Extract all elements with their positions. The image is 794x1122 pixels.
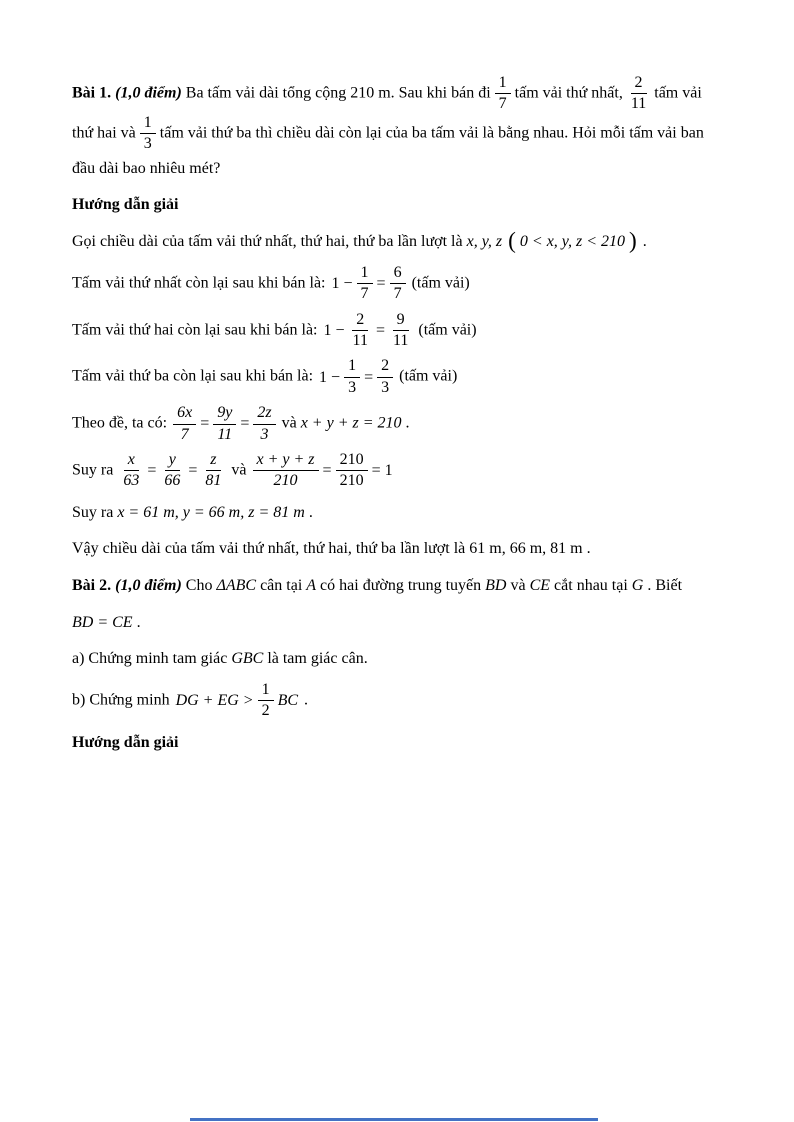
equals-sign: =: [200, 415, 210, 433]
fraction-numerator: 1: [495, 74, 511, 94]
text-run: Ba tấm vải dài tổng cộng: [185, 84, 347, 102]
math-variables: x, y, z: [466, 232, 503, 250]
math-triangle-gbc: GBC: [231, 650, 264, 668]
math-triangle-abc: ΔABC: [216, 576, 257, 594]
solution-proportion-line: [72, 404, 724, 444]
text-run: và: [281, 414, 297, 432]
fraction-denominator: 3: [260, 425, 269, 443]
fraction-numerator: z: [206, 451, 220, 471]
math-result-values: x = 61 m, y = 66 m, z = 81 m: [117, 503, 305, 521]
fraction-denominator: 81: [205, 472, 222, 490]
solution-step-cloth-2: [72, 311, 724, 351]
text-run: Cho: [185, 576, 213, 594]
condition-text: 0 < x, y, z < 210: [519, 233, 626, 251]
fraction-numerator: 1: [258, 681, 274, 701]
fraction: [160, 451, 184, 491]
fraction: [377, 357, 393, 397]
fraction-denominator: 3: [348, 378, 357, 396]
equals-one: = 1: [371, 462, 393, 480]
fraction-numerator: 9: [393, 311, 409, 331]
text-run: .: [405, 414, 410, 432]
math-point-a: A: [306, 576, 317, 594]
fraction: [349, 311, 372, 351]
fraction-numerator: x: [124, 451, 139, 471]
fraction-denominator: 3: [381, 378, 390, 396]
fraction-numerator: 1: [357, 264, 373, 284]
fraction: [253, 404, 275, 444]
text-run: b) Chứng minh: [72, 691, 170, 709]
fraction-denominator: 11: [630, 95, 647, 113]
problem-2-part-b: [72, 681, 724, 721]
math-equation: [330, 264, 408, 304]
solution-result-line: [72, 498, 724, 528]
equals-sign: =: [322, 462, 332, 480]
fraction: [201, 451, 225, 491]
text-run: Sau khi bán đi: [398, 84, 491, 102]
fraction: [627, 74, 650, 114]
fraction: [213, 404, 236, 444]
equals-sign: =: [375, 321, 385, 339]
solution-conclusion-line: [72, 534, 724, 564]
inequality-tail: BC: [277, 691, 299, 709]
fraction: [495, 74, 511, 114]
fraction-numerator: 2: [352, 311, 368, 331]
equals-sign: =: [188, 462, 198, 480]
text-run: và: [231, 461, 247, 479]
problem-2-points: (1,0 điểm): [115, 576, 182, 594]
fraction: [336, 451, 368, 491]
text-run: tấm vải thứ nhất,: [514, 84, 623, 102]
text-run: .: [586, 540, 591, 558]
text-run: Gọi chiều dài của tấm vải thứ nhất, thứ hai, thứ ba lần lượt là: [72, 232, 463, 250]
math-sum-equation: x + y + z = 210: [300, 414, 402, 432]
fraction: [119, 451, 143, 491]
fraction: [253, 451, 319, 491]
text-run: Tấm vải thứ ba còn lại sau khi bán là:: [72, 368, 314, 385]
math-bd-equals-ce: BD = CE: [72, 613, 133, 631]
equals-sign: =: [147, 462, 157, 480]
text-run: Theo đề, ta có:: [72, 414, 168, 432]
fraction: [140, 114, 156, 154]
equation-lead: 1 −: [331, 274, 353, 292]
fraction-numerator: y: [165, 451, 180, 471]
fraction-denominator: 7: [360, 285, 369, 303]
fraction: [173, 404, 196, 444]
problem-1-label: Bài 1.: [72, 84, 112, 102]
math-equation: [171, 404, 278, 444]
equals-sign: =: [376, 274, 386, 292]
math-equation: [317, 357, 395, 397]
text-run: . Biết: [647, 576, 683, 594]
solution-step-cloth-3: [72, 357, 724, 397]
fraction-numerator: 2: [631, 74, 647, 94]
problem-2-label: Bài 2.: [72, 576, 112, 594]
equation-lead: 1 −: [323, 321, 345, 339]
fraction-denominator: 11: [217, 425, 233, 443]
text-run: cắt nhau tại: [554, 576, 628, 594]
text-run: và: [510, 576, 526, 594]
fraction: [389, 311, 412, 351]
text-run: cân tại: [260, 576, 303, 594]
fraction-denominator: 7: [498, 95, 507, 113]
math-segment-bd: BD: [485, 576, 507, 594]
math-conclusion-values: 61 m, 66 m, 81 m: [469, 540, 583, 558]
solution-heading-2: Hướng dẫn giải: [72, 733, 179, 751]
fraction-denominator: 7: [180, 425, 189, 443]
text-run: tấm vải thứ ba thì chiều dài còn lại của ba tấm vải là bằng nhau. Hỏi mỗi tấm vải ban đầu dài bao nhiêu mét?: [72, 124, 704, 177]
fraction-numerator: 1: [344, 357, 360, 377]
equals-sign: =: [240, 415, 250, 433]
math-condition: [506, 227, 639, 257]
fraction: [357, 264, 373, 304]
fraction-denominator: 3: [143, 135, 152, 153]
fraction: [258, 681, 274, 721]
fraction-denominator: 7: [393, 285, 402, 303]
solution-step-cloth-1: [72, 264, 724, 304]
math-point-g: G: [631, 576, 644, 594]
right-paren: ): [629, 228, 637, 255]
math-total-length: 210 m.: [350, 84, 395, 102]
solution-heading-1: Hướng dẫn giải: [72, 196, 179, 214]
text-run: (tấm vải): [418, 321, 477, 339]
solution-variables-line: [72, 227, 724, 257]
fraction-denominator: 63: [123, 472, 140, 490]
math-equation: [174, 681, 300, 721]
math-equation: [117, 451, 227, 491]
fraction: [390, 264, 406, 304]
fraction-numerator: 2: [377, 357, 393, 377]
text-run: có hai đường trung tuyến: [320, 576, 482, 594]
fraction-numerator: x + y + z: [253, 451, 319, 471]
fraction-denominator: 210: [339, 472, 364, 490]
text-run: a) Chứng minh tam giác: [72, 650, 228, 668]
text-run: .: [304, 691, 309, 709]
text-run: Tấm vải thứ hai còn lại sau khi bán là:: [72, 321, 318, 339]
text-run: .: [308, 503, 313, 521]
text-run: tấm vải thứ hai và: [72, 84, 702, 142]
solution-derived-proportion-line: [72, 451, 724, 491]
fraction: [344, 357, 360, 397]
fraction-numerator: 9y: [213, 404, 236, 424]
fraction-denominator: 2: [261, 702, 270, 720]
fraction-numerator: 2z: [253, 404, 275, 424]
text-run: (tấm vải): [399, 368, 458, 385]
equals-sign: =: [364, 368, 374, 386]
text-run: là tam giác cân.: [267, 650, 368, 668]
fraction-denominator: 210: [273, 472, 298, 490]
fraction-numerator: 6: [390, 264, 406, 284]
text-run: Suy ra: [72, 503, 114, 521]
page-bottom-rule: [190, 1118, 598, 1121]
math-equation: [251, 451, 395, 491]
problem-2-part-a: [72, 644, 724, 674]
math-segment-ce: CE: [529, 576, 551, 594]
problem-2-given-line: [72, 608, 724, 638]
text-run: .: [136, 613, 141, 631]
fraction-numerator: 6x: [173, 404, 196, 424]
problem-1-points: (1,0 điểm): [115, 84, 182, 102]
problem-1-statement: [72, 74, 724, 183]
text-run: (tấm vải): [411, 274, 470, 292]
text-run: .: [642, 232, 647, 250]
problem-2-statement: [72, 571, 724, 601]
math-equation: [322, 311, 415, 351]
equation-lead: 1 −: [319, 368, 341, 386]
fraction-denominator: 11: [352, 332, 368, 350]
fraction-numerator: 1: [140, 114, 156, 134]
text-run: Suy ra: [72, 461, 114, 479]
fraction-denominator: 66: [164, 472, 181, 490]
fraction-denominator: 11: [392, 332, 409, 350]
text-run: Vậy chiều dài của tấm vải thứ nhất, thứ hai, thứ ba lần lượt là: [72, 540, 466, 558]
text-run: Tấm vải thứ nhất còn lại sau khi bán là:: [72, 274, 326, 292]
fraction-numerator: 210: [336, 451, 368, 471]
left-paren: (: [508, 228, 516, 255]
inequality-lead: DG + EG >: [175, 691, 254, 709]
